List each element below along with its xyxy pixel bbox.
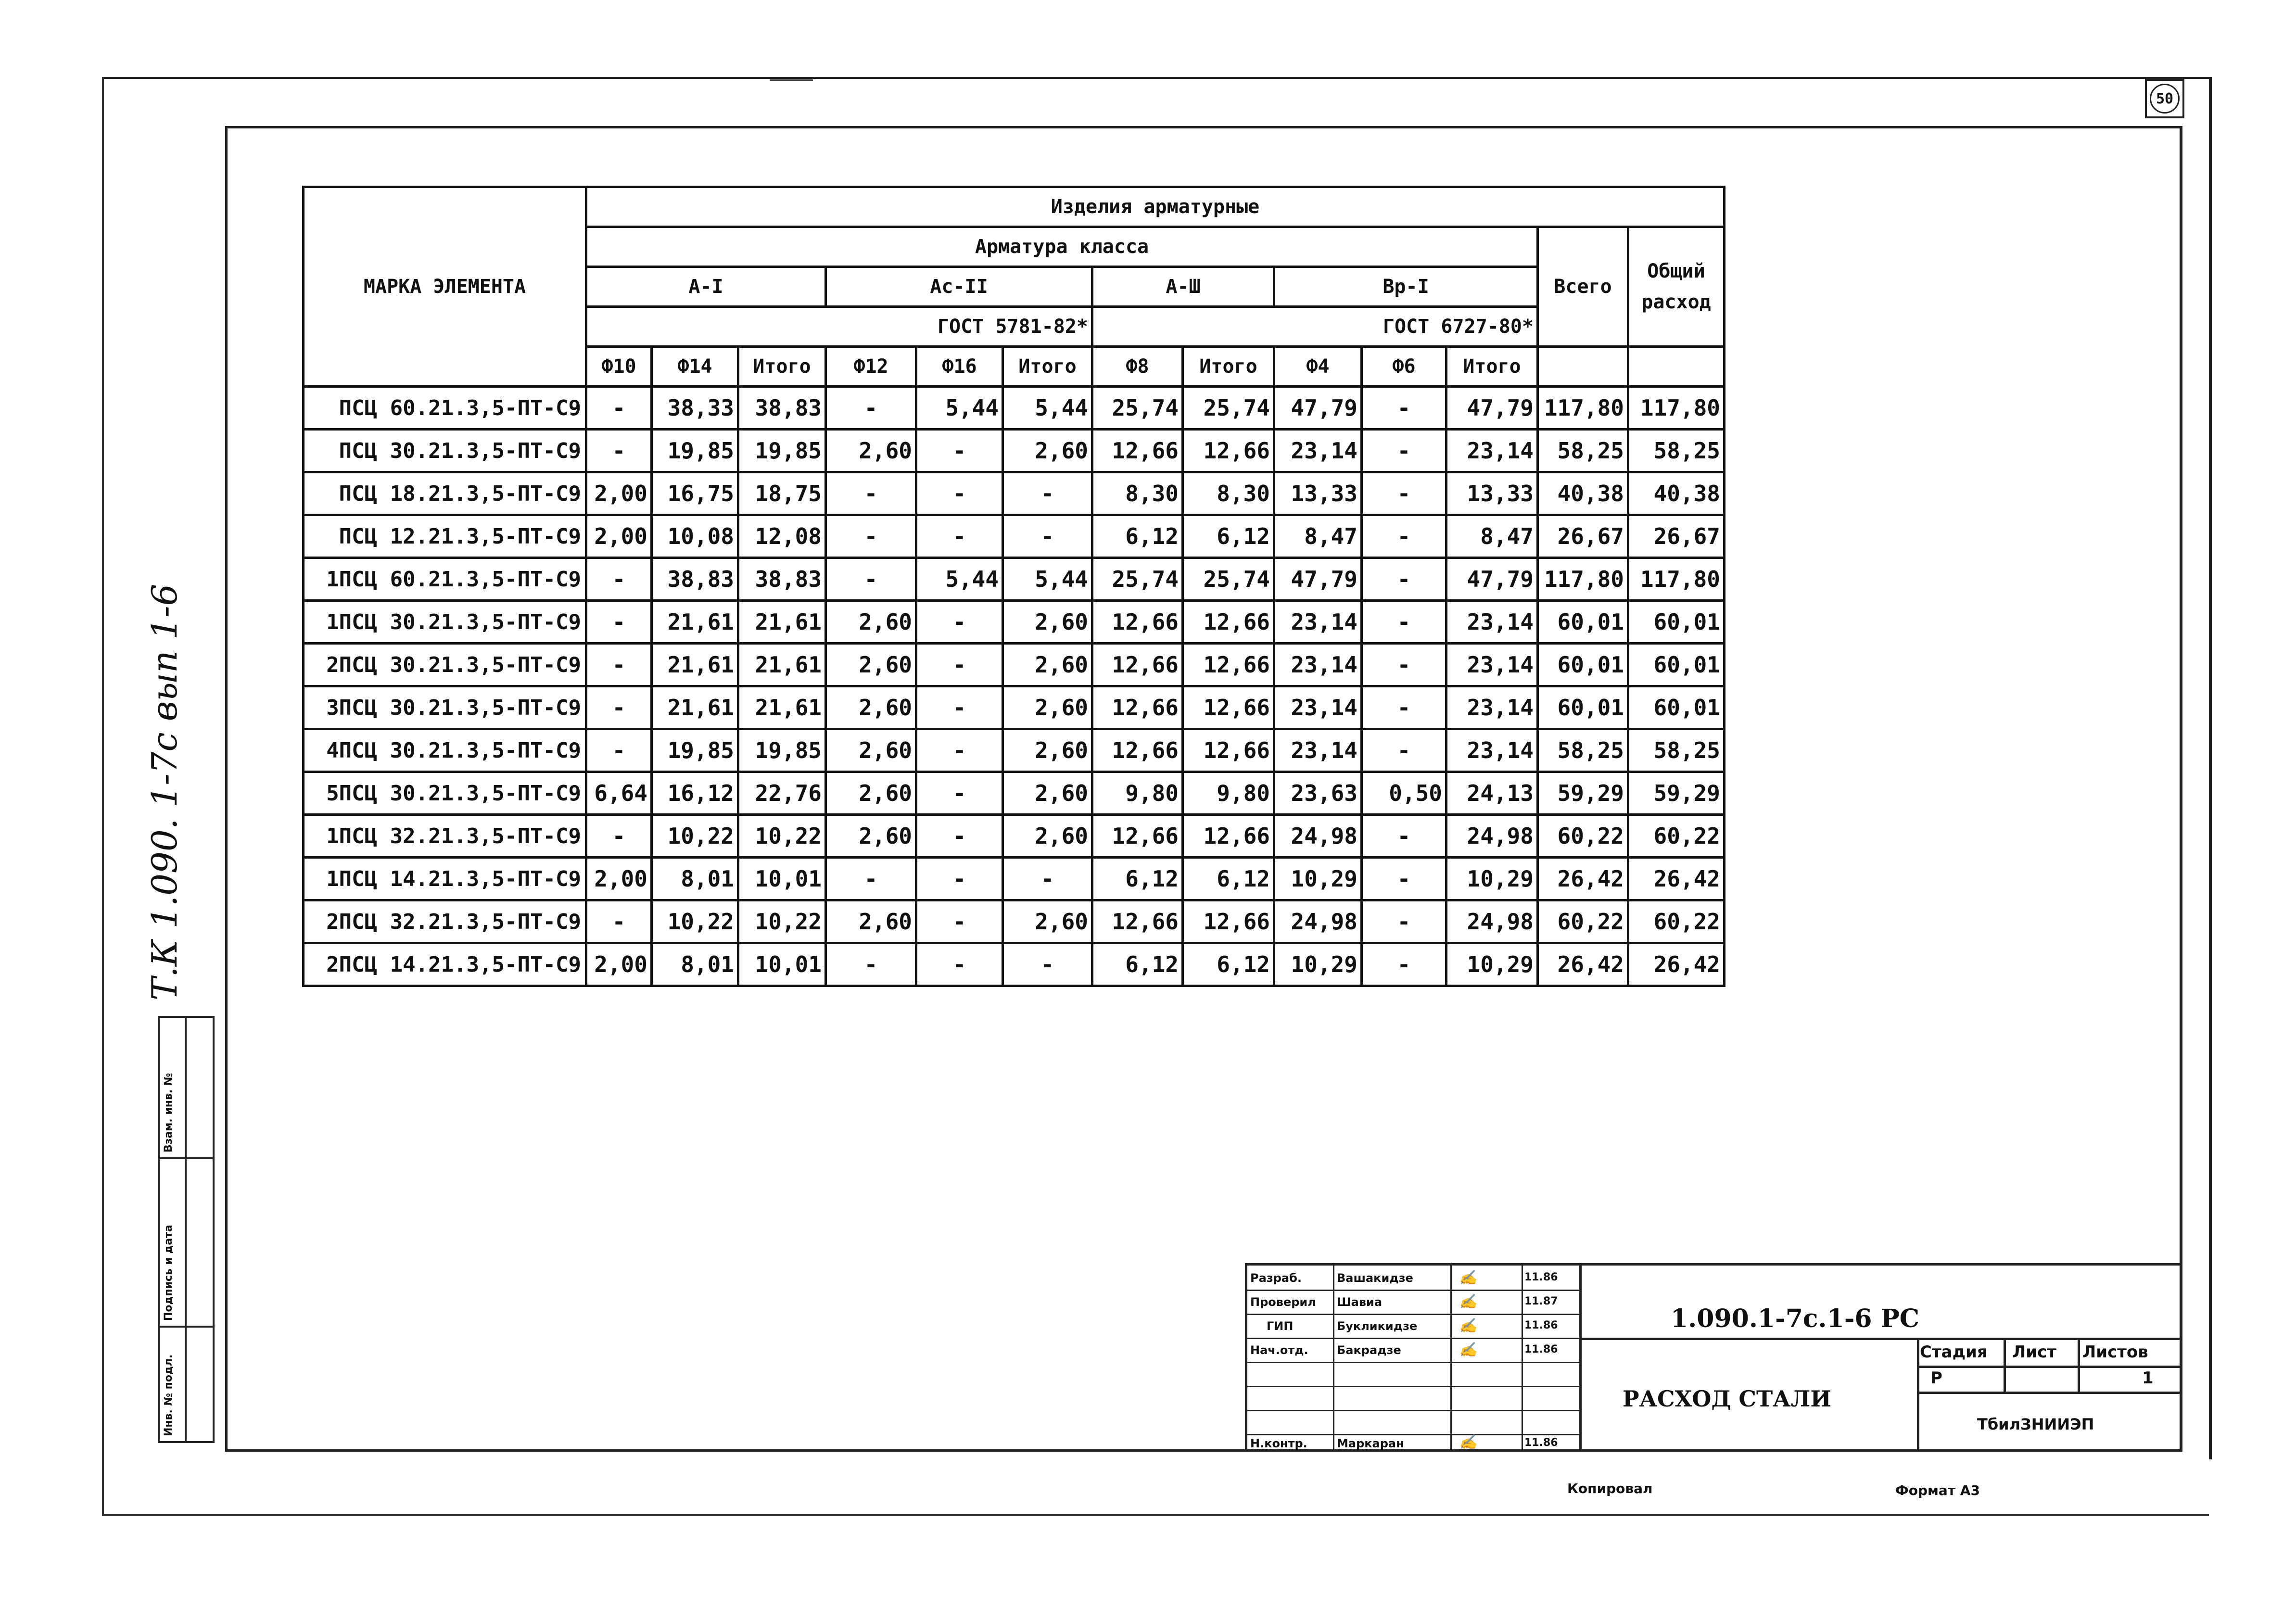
table-cell: 58,25: [1538, 430, 1628, 472]
table-cell: 12,66: [1183, 815, 1274, 858]
table-row: [304, 858, 1725, 900]
table-cell: 2,60: [1003, 430, 1092, 472]
table-row: [304, 943, 1725, 986]
table-cell: 23,14: [1274, 430, 1362, 472]
table-cell: 2,60: [1003, 686, 1092, 729]
tb-date: 11.86: [1524, 1437, 1558, 1449]
table-cell: 40,38: [1538, 472, 1628, 515]
element-mark: 2ПСЦ 14.21.3,5-ПТ-С9: [304, 943, 586, 986]
table-cell: 0,50: [1362, 772, 1446, 815]
table-cell: 2,60: [826, 815, 916, 858]
table-cell: 23,14: [1274, 686, 1362, 729]
signature-mark: ✍: [1459, 1269, 1477, 1286]
table-cell: 21,61: [652, 686, 738, 729]
side-handwritten-note: Т.К 1.090. 1-7с вып 1-6: [144, 583, 185, 1000]
table-cell: 22,76: [738, 772, 826, 815]
table-cell: 26,42: [1538, 858, 1628, 900]
table-cell: 117,80: [1628, 558, 1725, 601]
tb-row-line: [1247, 1410, 1579, 1411]
table-cell: 10,29: [1446, 943, 1538, 986]
table-cell: 10,29: [1446, 858, 1538, 900]
tb-role: ГИП: [1267, 1319, 1294, 1333]
table-cell: 12,66: [1092, 729, 1183, 772]
table-cell: 58,25: [1628, 729, 1725, 772]
table-cell: -: [586, 729, 652, 772]
table-cell: 60,01: [1538, 686, 1628, 729]
table-cell: 10,22: [738, 900, 826, 943]
header-overall: Общий расход: [1628, 227, 1725, 347]
tb-separator: [2078, 1338, 2080, 1392]
table-cell: 2,00: [586, 858, 652, 900]
tb-date: 11.86: [1524, 1343, 1558, 1355]
side-stamp-row-line: [160, 1326, 213, 1328]
table-cell: 2,00: [586, 515, 652, 558]
table-cell: 21,61: [738, 644, 826, 686]
table-cell: 24,98: [1446, 815, 1538, 858]
table-cell: 12,08: [738, 515, 826, 558]
table-cell: 5,44: [916, 558, 1003, 601]
tb-separator: [1917, 1392, 2180, 1394]
table-cell: 60,22: [1628, 815, 1725, 858]
table-cell: 12,66: [1092, 815, 1183, 858]
table-cell: 47,79: [1446, 387, 1538, 430]
tb-role: Разраб.: [1250, 1271, 1302, 1285]
table-cell: 2,60: [826, 729, 916, 772]
col-header: Ф8: [1092, 347, 1183, 387]
table-cell: -: [916, 686, 1003, 729]
header-products: Изделия арматурные: [586, 187, 1725, 227]
table-cell: 38,33: [652, 387, 738, 430]
table-cell: 2,60: [826, 601, 916, 644]
table-cell: 24,98: [1274, 900, 1362, 943]
side-stamp-label-inv: Инв. № подл.: [163, 1354, 175, 1436]
sheet-label: Лист: [2012, 1342, 2056, 1362]
table-cell: -: [1362, 943, 1446, 986]
table-cell: 2,60: [1003, 601, 1092, 644]
table-cell: 10,08: [652, 515, 738, 558]
table-cell: 38,83: [738, 387, 826, 430]
tb-row-line: [1247, 1290, 1579, 1291]
tb-separator: [1917, 1366, 2180, 1368]
table-cell: 21,61: [652, 644, 738, 686]
table-row: [304, 387, 1725, 430]
table-cell: 47,79: [1274, 387, 1362, 430]
table-cell: 2,60: [826, 644, 916, 686]
table-cell: 23,14: [1446, 729, 1538, 772]
table-cell: -: [1362, 858, 1446, 900]
table-cell: 6,12: [1183, 943, 1274, 986]
stage-label: Стадия: [1920, 1342, 1988, 1362]
tb-person: Вашакидзе: [1337, 1271, 1413, 1285]
table-cell: 117,80: [1538, 558, 1628, 601]
table-cell: 5,44: [1003, 387, 1092, 430]
table-row: [304, 430, 1725, 472]
table-cell: 23,14: [1274, 644, 1362, 686]
table-cell: 2,60: [826, 772, 916, 815]
table-cell: 21,61: [652, 601, 738, 644]
tb-row-line: [1247, 1386, 1579, 1387]
col-header: Итого: [1446, 347, 1538, 387]
tb-col-line: [1579, 1266, 1582, 1451]
col-header: Ф12: [826, 347, 916, 387]
table-row: [304, 644, 1725, 686]
table-cell: 12,66: [1092, 644, 1183, 686]
tb-separator: [2004, 1338, 2006, 1392]
table-cell: 10,22: [738, 815, 826, 858]
header-class-a3: А-Ш: [1092, 267, 1274, 307]
table-cell: 59,29: [1628, 772, 1725, 815]
table-cell: -: [916, 430, 1003, 472]
table-body: [304, 387, 1725, 986]
table-cell: -: [586, 900, 652, 943]
title-block-signatures: [1247, 1266, 1579, 1451]
element-mark: 4ПСЦ 30.21.3,5-ПТ-С9: [304, 729, 586, 772]
drawing-outer-left-edge: [102, 77, 104, 1515]
table-cell: -: [1362, 815, 1446, 858]
side-stamp-label-signature: Подпись и дата: [163, 1225, 175, 1321]
table-cell: 12,66: [1092, 900, 1183, 943]
table-cell: 18,75: [738, 472, 826, 515]
element-mark: 2ПСЦ 32.21.3,5-ПТ-С9: [304, 900, 586, 943]
table-cell: -: [1362, 644, 1446, 686]
table-cell: -: [1003, 858, 1092, 900]
table-cell: 23,14: [1446, 644, 1538, 686]
table-cell: 16,75: [652, 472, 738, 515]
table-cell: 6,12: [1092, 858, 1183, 900]
table-cell: 6,12: [1183, 858, 1274, 900]
table-cell: 25,74: [1183, 558, 1274, 601]
table-cell: 58,25: [1538, 729, 1628, 772]
table-cell: 5,44: [1003, 558, 1092, 601]
table-cell: -: [586, 686, 652, 729]
header-gost-2: ГОСТ 6727-80*: [1092, 307, 1538, 347]
table-cell: 26,42: [1628, 858, 1725, 900]
table-cell: 10,29: [1274, 858, 1362, 900]
table-cell: 60,01: [1628, 686, 1725, 729]
tb-col-line: [1333, 1266, 1334, 1451]
header-gost-1: ГОСТ 5781-82*: [586, 307, 1092, 347]
table-cell: 25,74: [1092, 558, 1183, 601]
table-cell: 60,01: [1628, 601, 1725, 644]
table-cell: 58,25: [1628, 430, 1725, 472]
table-cell: 38,83: [738, 558, 826, 601]
document-code: 1.090.1-7с.1-6 РС: [1671, 1304, 1920, 1333]
col-header: Ф16: [916, 347, 1003, 387]
element-mark: 1ПСЦ 30.21.3,5-ПТ-С9: [304, 601, 586, 644]
tb-role: Проверил: [1250, 1295, 1316, 1309]
table-cell: 24,98: [1446, 900, 1538, 943]
col-header: Ф10: [586, 347, 652, 387]
table-cell: -: [916, 943, 1003, 986]
table-cell: -: [1362, 387, 1446, 430]
table-cell: 13,33: [1274, 472, 1362, 515]
table-cell: -: [586, 387, 652, 430]
table-cell: -: [586, 601, 652, 644]
table-cell: 12,66: [1092, 430, 1183, 472]
element-mark: 1ПСЦ 32.21.3,5-ПТ-С9: [304, 815, 586, 858]
table-cell: -: [916, 815, 1003, 858]
header-class-ac2: Ас-II: [826, 267, 1092, 307]
table-cell: 12,66: [1183, 900, 1274, 943]
table-cell: -: [826, 515, 916, 558]
table-cell: 12,66: [1183, 430, 1274, 472]
table-cell: 8,01: [652, 943, 738, 986]
tb-row-line: [1247, 1434, 1579, 1435]
tb-separator: [1579, 1338, 2180, 1340]
table-cell: -: [1362, 729, 1446, 772]
table-cell: 60,01: [1628, 644, 1725, 686]
table-cell: -: [916, 858, 1003, 900]
table-cell: -: [826, 943, 916, 986]
element-mark: 2ПСЦ 30.21.3,5-ПТ-С9: [304, 644, 586, 686]
table-cell: 60,22: [1628, 900, 1725, 943]
col-header: Итого: [1003, 347, 1092, 387]
table-cell: -: [1362, 900, 1446, 943]
table-cell: 12,66: [1092, 601, 1183, 644]
sheet-number-box: [2145, 79, 2184, 118]
table-row: [304, 900, 1725, 943]
side-stamp: [158, 1016, 215, 1443]
table-row: [304, 729, 1725, 772]
table-row: [304, 601, 1725, 644]
table-cell: -: [1362, 430, 1446, 472]
table-cell: 60,01: [1538, 601, 1628, 644]
table-cell: -: [916, 729, 1003, 772]
table-cell: 60,22: [1538, 900, 1628, 943]
side-stamp-label-replace: Взам. инв. №: [163, 1073, 175, 1152]
table-cell: 26,42: [1628, 943, 1725, 986]
table-cell: 23,14: [1446, 686, 1538, 729]
table-cell: 2,60: [1003, 772, 1092, 815]
tb-date: 11.86: [1524, 1319, 1558, 1331]
table-cell: 19,85: [652, 729, 738, 772]
organization-name: ТбилЗНИИЭП: [1977, 1415, 2094, 1433]
col-header-empty: [1628, 347, 1725, 387]
table-cell: 13,33: [1446, 472, 1538, 515]
signature-mark: ✍: [1459, 1342, 1477, 1358]
table-cell: 10,22: [652, 900, 738, 943]
tb-col-line: [1522, 1266, 1523, 1451]
element-mark: 1ПСЦ 60.21.3,5-ПТ-С9: [304, 558, 586, 601]
table-cell: 10,01: [738, 858, 826, 900]
tb-person: Бакрадзе: [1337, 1343, 1401, 1357]
steel-consumption-table: [302, 186, 1725, 987]
table-cell: 26,67: [1538, 515, 1628, 558]
element-mark: 1ПСЦ 14.21.3,5-ПТ-С9: [304, 858, 586, 900]
table-cell: 24,98: [1274, 815, 1362, 858]
tb-role: Нач.отд.: [1250, 1343, 1308, 1357]
col-header-empty: [1538, 347, 1628, 387]
table-cell: 2,60: [826, 900, 916, 943]
stage-value: Р: [1930, 1368, 1942, 1388]
table-cell: -: [826, 387, 916, 430]
table-cell: -: [916, 900, 1003, 943]
table-cell: -: [1362, 601, 1446, 644]
table-cell: 117,80: [1538, 387, 1628, 430]
table-cell: -: [586, 558, 652, 601]
table-cell: 12,66: [1092, 686, 1183, 729]
signature-mark: ✍: [1459, 1434, 1477, 1451]
header-total: Всего: [1538, 227, 1628, 347]
table-cell: 25,74: [1092, 387, 1183, 430]
tb-row-line: [1247, 1362, 1579, 1363]
table-cell: 60,22: [1538, 815, 1628, 858]
table-row: [304, 815, 1725, 858]
table-cell: -: [1003, 472, 1092, 515]
document-name: РАСХОД СТАЛИ: [1623, 1386, 1831, 1412]
table-row: [304, 515, 1725, 558]
table-cell: 8,30: [1092, 472, 1183, 515]
tb-row-line: [1247, 1338, 1579, 1339]
table-cell: 26,67: [1628, 515, 1725, 558]
table-cell: 5,44: [916, 387, 1003, 430]
table-cell: -: [916, 644, 1003, 686]
table-cell: -: [586, 644, 652, 686]
side-stamp-divider: [185, 1018, 187, 1441]
footer-format: Формат А3: [1895, 1482, 1980, 1498]
table-cell: 12,66: [1183, 686, 1274, 729]
table-cell: 6,64: [586, 772, 652, 815]
table-row: [304, 686, 1725, 729]
sheet-number: 50: [2150, 84, 2180, 114]
table-cell: 8,30: [1183, 472, 1274, 515]
table-cell: 6,12: [1183, 515, 1274, 558]
header-mark-element: МАРКА ЭЛЕМЕНТА: [304, 187, 586, 387]
element-mark: ПСЦ 12.21.3,5-ПТ-С9: [304, 515, 586, 558]
tb-date: 11.87: [1524, 1295, 1558, 1307]
signature-mark: ✍: [1459, 1317, 1477, 1334]
table-cell: 47,79: [1446, 558, 1538, 601]
table-cell: 9,80: [1092, 772, 1183, 815]
tb-date: 11.86: [1524, 1271, 1558, 1283]
table-cell: 21,61: [738, 601, 826, 644]
table-cell: -: [586, 815, 652, 858]
drawing-bottom-edge: [102, 1514, 2209, 1516]
sheets-value: 1: [2142, 1368, 2154, 1388]
table-cell: 38,83: [652, 558, 738, 601]
element-mark: ПСЦ 60.21.3,5-ПТ-С9: [304, 387, 586, 430]
table-cell: 12,66: [1183, 644, 1274, 686]
col-header: Итого: [738, 347, 826, 387]
tb-separator: [1917, 1338, 1919, 1451]
table-cell: -: [916, 772, 1003, 815]
tb-row-line: [1247, 1314, 1579, 1315]
side-stamp-row-line: [160, 1157, 213, 1159]
table-cell: 2,00: [586, 472, 652, 515]
tb-person: Букликидзе: [1337, 1319, 1418, 1333]
table-cell: 47,79: [1274, 558, 1362, 601]
table-cell: 25,74: [1183, 387, 1274, 430]
table-cell: 21,61: [738, 686, 826, 729]
table-cell: 23,14: [1446, 601, 1538, 644]
tb-person: Маркаран: [1337, 1437, 1404, 1450]
table-cell: 10,01: [738, 943, 826, 986]
col-header: Ф14: [652, 347, 738, 387]
table-cell: 19,85: [738, 729, 826, 772]
table-cell: -: [826, 472, 916, 515]
table-cell: -: [1362, 515, 1446, 558]
table-cell: 16,12: [652, 772, 738, 815]
table-cell: 8,01: [652, 858, 738, 900]
col-header: Ф6: [1362, 347, 1446, 387]
element-mark: ПСЦ 18.21.3,5-ПТ-С9: [304, 472, 586, 515]
table-cell: 12,66: [1183, 729, 1274, 772]
signature-mark: ✍: [1459, 1293, 1477, 1310]
table-cell: 23,14: [1274, 601, 1362, 644]
element-mark: ПСЦ 30.21.3,5-ПТ-С9: [304, 430, 586, 472]
table-row: [304, 772, 1725, 815]
element-mark: 3ПСЦ 30.21.3,5-ПТ-С9: [304, 686, 586, 729]
table-cell: -: [1362, 686, 1446, 729]
table-cell: 19,85: [652, 430, 738, 472]
table-cell: 40,38: [1628, 472, 1725, 515]
header-armature-class: Арматура класса: [586, 227, 1538, 267]
table-cell: 24,13: [1446, 772, 1538, 815]
table-cell: -: [1362, 558, 1446, 601]
table-cell: 19,85: [738, 430, 826, 472]
table-cell: 6,12: [1092, 515, 1183, 558]
table-cell: 2,60: [1003, 900, 1092, 943]
table-cell: 2,60: [826, 686, 916, 729]
table-cell: 10,29: [1274, 943, 1362, 986]
col-header: Итого: [1183, 347, 1274, 387]
table-cell: 23,63: [1274, 772, 1362, 815]
header-class-bp1: Вр-I: [1274, 267, 1538, 307]
table-cell: 6,12: [1092, 943, 1183, 986]
table-cell: 2,60: [1003, 644, 1092, 686]
table-cell: 10,22: [652, 815, 738, 858]
table-cell: 23,14: [1274, 729, 1362, 772]
col-header: Ф4: [1274, 347, 1362, 387]
table-cell: -: [826, 558, 916, 601]
table-row: [304, 472, 1725, 515]
tb-role: Н.контр.: [1250, 1437, 1307, 1450]
table-cell: 8,47: [1274, 515, 1362, 558]
element-mark: 5ПСЦ 30.21.3,5-ПТ-С9: [304, 772, 586, 815]
table-cell: 59,29: [1538, 772, 1628, 815]
table-cell: -: [826, 858, 916, 900]
table-row: [304, 558, 1725, 601]
table-cell: -: [916, 515, 1003, 558]
top-dash-mark: [770, 79, 813, 81]
table-cell: 2,00: [586, 943, 652, 986]
table-cell: -: [1003, 515, 1092, 558]
table-cell: 117,80: [1628, 387, 1725, 430]
table-cell: -: [916, 601, 1003, 644]
table-cell: -: [1003, 943, 1092, 986]
header-class-a1: А-I: [586, 267, 826, 307]
footer-copied: Копировал: [1567, 1481, 1653, 1496]
table-cell: 26,42: [1538, 943, 1628, 986]
table-cell: 2,60: [1003, 729, 1092, 772]
tb-col-line: [1450, 1266, 1452, 1451]
sheets-label: Листов: [2082, 1342, 2148, 1362]
table-cell: 9,80: [1183, 772, 1274, 815]
table-cell: -: [1362, 472, 1446, 515]
table-cell: 12,66: [1183, 601, 1274, 644]
table-cell: 23,14: [1446, 430, 1538, 472]
table-cell: 8,47: [1446, 515, 1538, 558]
table-cell: 2,60: [826, 430, 916, 472]
table-cell: 2,60: [1003, 815, 1092, 858]
table-cell: -: [916, 472, 1003, 515]
table-cell: 60,01: [1538, 644, 1628, 686]
tb-person: Шавиа: [1337, 1295, 1383, 1309]
table-cell: -: [586, 430, 652, 472]
